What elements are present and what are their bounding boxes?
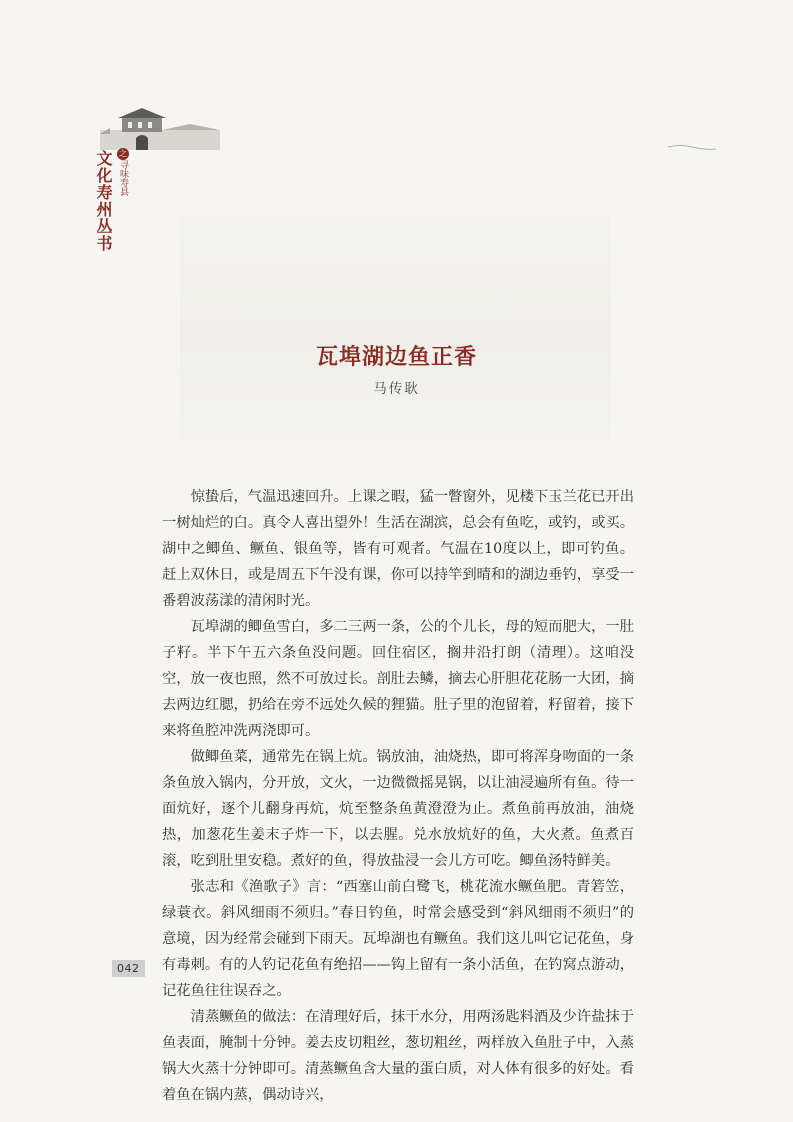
series-title: 文化寿州丛书	[94, 150, 113, 252]
pencil-mark	[668, 140, 718, 154]
series-subtitle: 寻味寿县	[118, 160, 128, 196]
series-seal: 之	[119, 149, 127, 158]
page-number: 042	[112, 960, 145, 977]
paragraph: 清蒸鳜鱼的做法：在清理好后，抹干水分，用两汤匙料酒及少许盐抹于鱼表面，腌制十分钟。姜去皮切粗丝，葱切粗丝，两样放入鱼肚子中，入蒸锅大火蒸十分钟即可。清蒸鳜鱼含大量的蛋白质，对人体有很多的好处。看着鱼在锅内蒸，偶动诗兴，	[162, 1009, 634, 1103]
article-author: 马传耿	[373, 381, 420, 397]
paragraph: 做鲫鱼菜，通常先在锅上炕。锅放油，油烧热，即可将浑身吻面的一条条鱼放入锅内，分开放，文火，一边微微摇晃锅，以让油浸遍所有鱼。待一面炕好，逐个儿翻身再炕，炕至整条鱼黄澄澄为止。煮鱼前再放油，油烧热，加葱花生姜末子炸一下，以去腥。兑水放炕好的鱼，大火煮。鱼煮百滚，吃到肚里安稳。煮好的鱼，得放盐浸一会儿方可吃。鲫鱼汤特鲜美。	[162, 749, 634, 869]
paragraph: 瓦埠湖的鲫鱼雪白，多二三两一条，公的个儿长，母的短而肥大，一肚子籽。半下午五六条鱼没问题。回住宿区，搁井沿打朗（清理）。这咱没空，放一夜也照，然不可放过长。剖肚去鳞，摘去心肝胆花花肠一大团，摘去两边红腮，扔给在旁不远处久候的狸猫。肚子里的泡留着，籽留着，接下来将鱼腔冲洗两浇即可。	[162, 619, 634, 739]
city-gate-illustration	[100, 100, 220, 150]
article-title: 瓦埠湖边鱼正香	[315, 344, 477, 370]
paragraph: 张志和《渔歌子》言：“西塞山前白鹭飞，桃花流水鳜鱼肥。青箬笠，绿蓑衣。斜风细雨不须归。”春日钓鱼，时常会感受到“斜风细雨不须归”的意境，因为经常会碰到下雨天。瓦埠湖也有鳜鱼。我们这儿叫它记花鱼，身有毒刺。有的人钓记花鱼有绝招——钩上留有一条小活鱼，在钓窝点游动，记花鱼往往误吞之。	[162, 879, 634, 999]
article-body	[162, 484, 634, 1108]
title-background	[180, 215, 610, 440]
paragraph: 惊蛰后，气温迅速回升。上课之暇，猛一瞥窗外，见楼下玉兰花已开出一树灿烂的白。真令人喜出望外！生活在湖滨，总会有鱼吃，或钓，或买。湖中之鲫鱼、鳜鱼、银鱼等，皆有可观者。气温在10度以上，即可钓鱼。赶上双休日，或是周五下午没有课，你可以持竿到晴和的湖边垂钓，享受一番碧波荡漾的清闲时光。	[162, 489, 634, 609]
